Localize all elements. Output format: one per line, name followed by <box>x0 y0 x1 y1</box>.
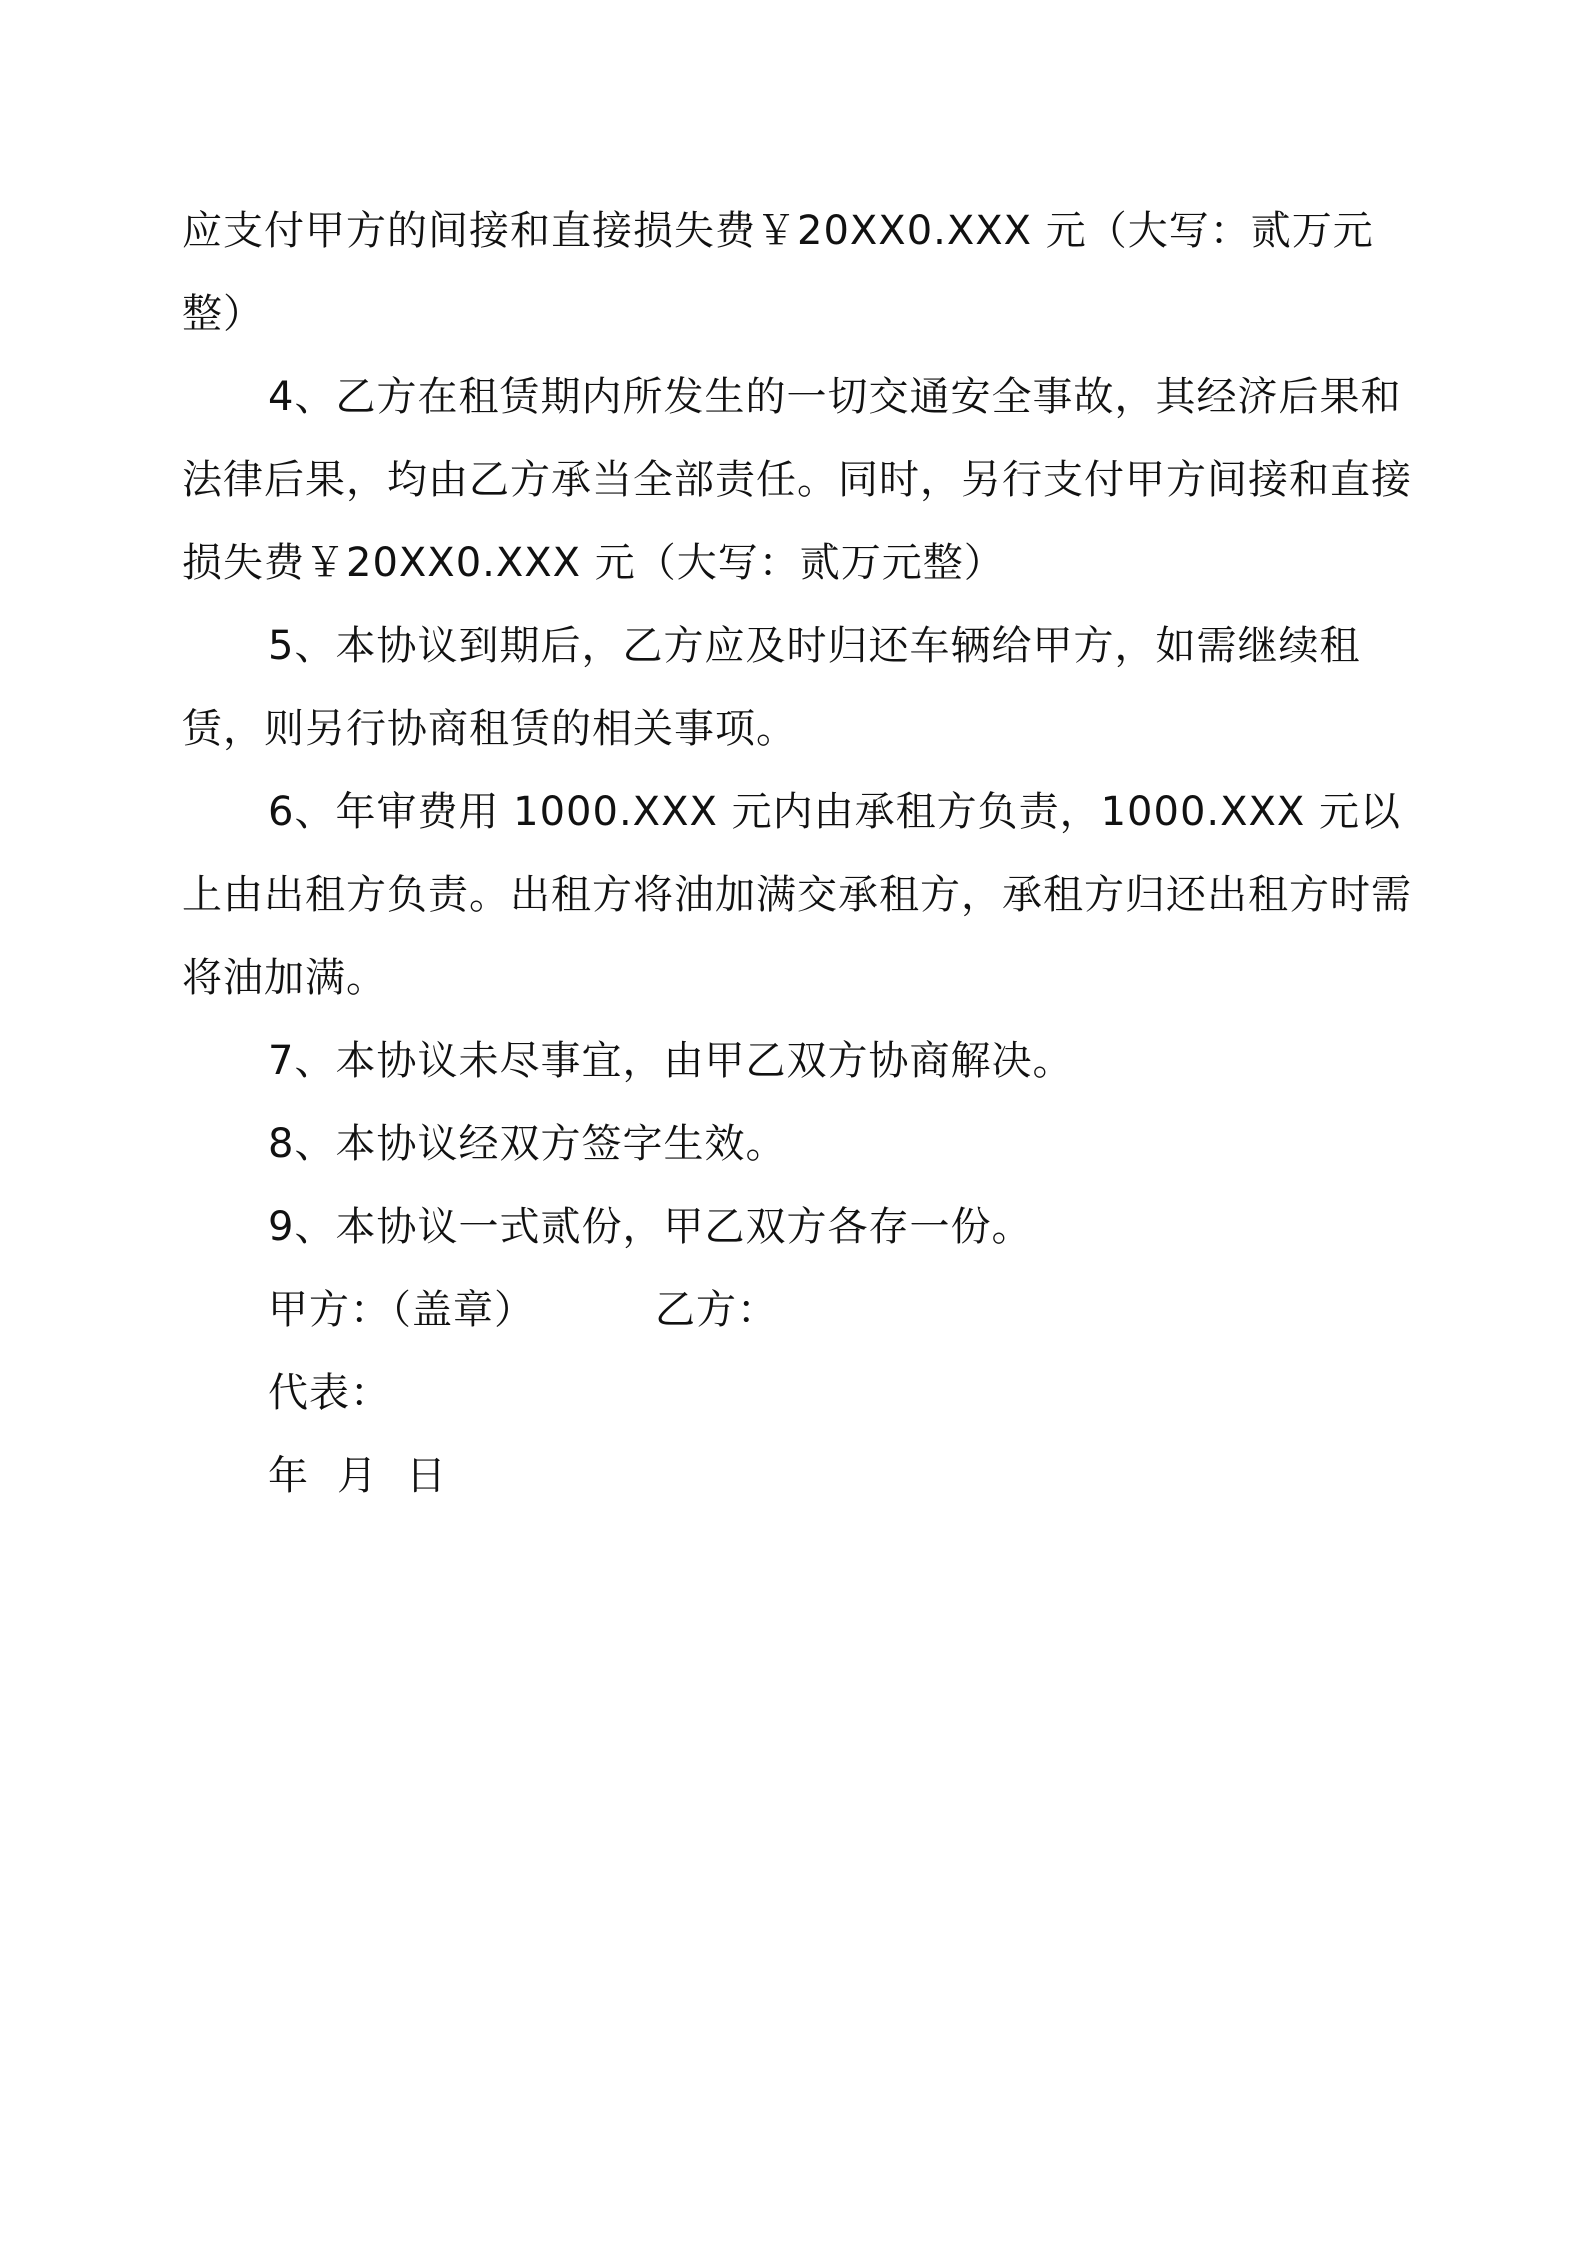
year-label: 年 <box>268 1453 309 1499</box>
clause-4: 4、乙方在租赁期内所发生的一切交通安全事故，其经济后果和法律后果，均由乙方承当全部责任。同时，另行支付甲方间接和直接损失费￥20XX0.XXX 元（大写：贰万元整） <box>182 374 1412 586</box>
representative-line <box>182 1352 1414 1435</box>
representative-label: 代表： <box>268 1370 391 1416</box>
date-line <box>182 1435 1414 1518</box>
document-body <box>182 190 1414 1518</box>
clause-9: 9、本协议一式贰份，甲乙双方各存一份。 <box>268 1204 1033 1250</box>
clause-5: 5、本协议到期后，乙方应及时归还车辆给甲方，如需继续租赁，则另行协商租赁的相关事项。 <box>182 623 1361 752</box>
party-b-label: 乙方： <box>655 1287 778 1333</box>
clause-7: 7、本协议未尽事宜，由甲乙双方协商解决。 <box>268 1038 1074 1084</box>
signature-parties-line <box>182 1269 1414 1352</box>
month-label: 月 <box>337 1453 378 1499</box>
day-label: 日 <box>406 1453 447 1499</box>
clause-6: 6、年审费用 1000.XXX 元内由承租方负责，1000.XXX 元以上由出租方负责。出租方将油加满交承租方，承租方归还出租方时需将油加满。 <box>182 789 1412 1001</box>
paragraph-continuation: 应支付甲方的间接和直接损失费￥20XX0.XXX 元（大写：贰万元整） <box>182 208 1374 337</box>
party-a-label: 甲方：（盖章） <box>268 1287 535 1333</box>
clause-8: 8、本协议经双方签字生效。 <box>268 1121 787 1167</box>
